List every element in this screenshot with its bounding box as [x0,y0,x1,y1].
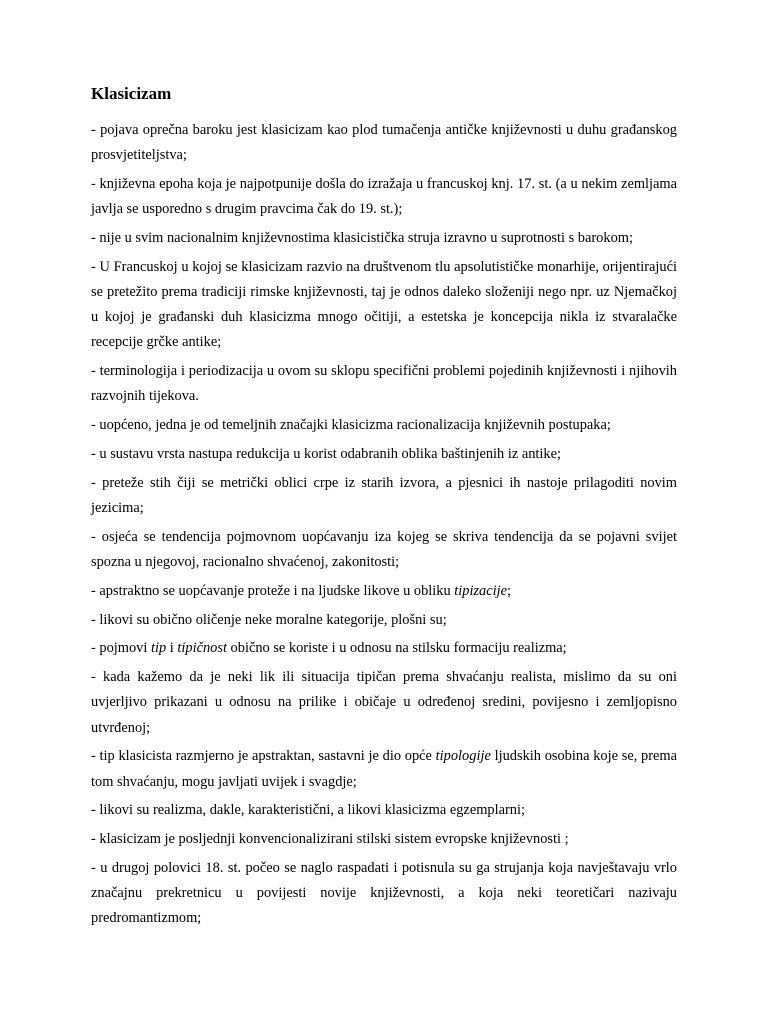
paragraph-text: ; [507,582,512,599]
paragraph-text: uopćeno, jedna je od temeljnih značajki klasicizma racionalizacija književnih postupaka; [95,417,611,434]
list-dash: - [91,417,96,434]
list-item [91,608,677,633]
list-dash: - [91,748,96,765]
list-dash: - [91,640,96,657]
paragraph-text: nije u svim nacionalnim književnostima klasicistička struja izravno u suprotnosti s barokom; [95,230,633,246]
list-dash: - [91,802,96,819]
list-item [91,471,677,521]
list-dash: - [91,669,96,686]
list-item [91,442,677,467]
list-item [91,636,677,661]
paragraph-text: osjeća se tendencija pojmovnom uopćavanju iza kojeg se skriva tendencija da se pojavni svijet spozna u njegovoj, racionalno shvaćenoj, zakonitosti; [91,528,677,570]
list-item [91,579,677,604]
paragraph-text: obično se koriste i u odnosu na stilsku formaciju realizma; [226,640,567,657]
paragraph-text: preteže stih čiji se metrički oblici crpe iz starih izvora, a pjesnici ih nastoje prilagoditi novim jezicima; [91,474,677,516]
list-dash: - [91,446,96,462]
list-dash: - [91,611,96,628]
emphasized-term: tip [150,640,167,657]
list-dash: - [91,230,96,246]
paragraph-text: kada kažemo da je neki lik ili situacija tipičan prema shvaćanju realista, mislimo da su oni uvjerljivo prikazani u odnosu na prilike i običaje u određenoj sredini, povijesno i zemljopisno utvrđenoj; [91,669,677,736]
paragraph-text: u drugoj polovici 18. st. počeo se naglo raspadati i potisnula su ga strujanja koja navještavaju vrlo značajnu prekretnicu u povijesti novije književnosti, a koja neki teoretičari nazivaju predromantizmom; [91,859,677,927]
list-item [91,827,677,852]
list-item [91,359,677,409]
list-item [91,413,677,438]
list-item [91,255,677,356]
list-dash: - [91,122,96,138]
list-item [91,856,677,932]
list-item [91,226,677,251]
emphasized-term: tipizacije [454,582,508,599]
paragraph-text: likovi su obično oličenje neke moralne kategorije, plošni su; [95,611,447,628]
list-item [91,172,677,222]
paragraph-text: pojava oprečna baroku jest klasicizam kao plod tumačenja antičke književnosti u duhu građanskog prosvjetiteljstva; [91,122,677,164]
list-item [91,744,677,794]
paragraph-text: apstraktno se uopćavanje proteže i na ljudske likove u obliku [95,582,455,599]
paragraph-text: književna epoha koja je najpotpunije došla do izražaja u francuskoj knj. 17. st. (a u nekim zemljama javlja se usporedno s drugim pravcima čak do 19. st.); [91,176,677,218]
list-item [91,798,677,823]
paragraph-text: pojmovi [95,640,151,657]
document-title: Klasicizam [91,84,172,103]
list-item [91,665,677,741]
list-dash: - [91,176,96,192]
list-item [91,118,677,168]
paragraph-text: klasicizam je posljednji konvencionalizirani stilski sistem evropske književnosti ; [95,831,569,848]
list-dash: - [91,528,96,545]
list-dash: - [91,363,96,380]
document-body [91,118,677,935]
list-dash: - [91,474,96,491]
paragraph-text: terminologija i periodizacija u ovom su sklopu specifični problemi pojedinih književnosti i njihovih razvojnih tijekova. [91,363,677,405]
emphasized-term: tipologije [435,748,491,765]
list-item [91,525,677,575]
list-dash: - [91,831,96,848]
paragraph-text: tip klasicista razmjerno je apstraktan, sastavni je dio opće [95,748,436,765]
paragraph-text: ljudskih osobina koje se, prema tom shvaćanju, mogu javljati uvijek i svagdje; [91,748,677,790]
list-dash: - [91,582,96,599]
emphasized-term: tipičnost [177,640,227,657]
paragraph-text: u sustavu vrsta nastupa redukcija u korist odabranih oblika baštinjenih iz antike; [95,446,561,462]
paragraph-text: likovi su realizma, dakle, karakteristični, a likovi klasicizma egzemplarni; [95,802,525,819]
paragraph-text: i [166,640,178,657]
list-dash: - [91,859,96,876]
list-dash: - [91,258,96,275]
paragraph-text: U Francuskoj u kojoj se klasicizam razvio na društvenom tlu apsolutističke monarhije, orijentirajući se pretežito prema tradiciji rimske književnosti, taj je odnos daleko složeniji nego npr. uz Njemačkoj u kojoj je građanski duh klasicizma mnogo očitiji, a estetska je koncepcija nikla iz stvaralačke recepcije grčke antike; [91,258,677,351]
